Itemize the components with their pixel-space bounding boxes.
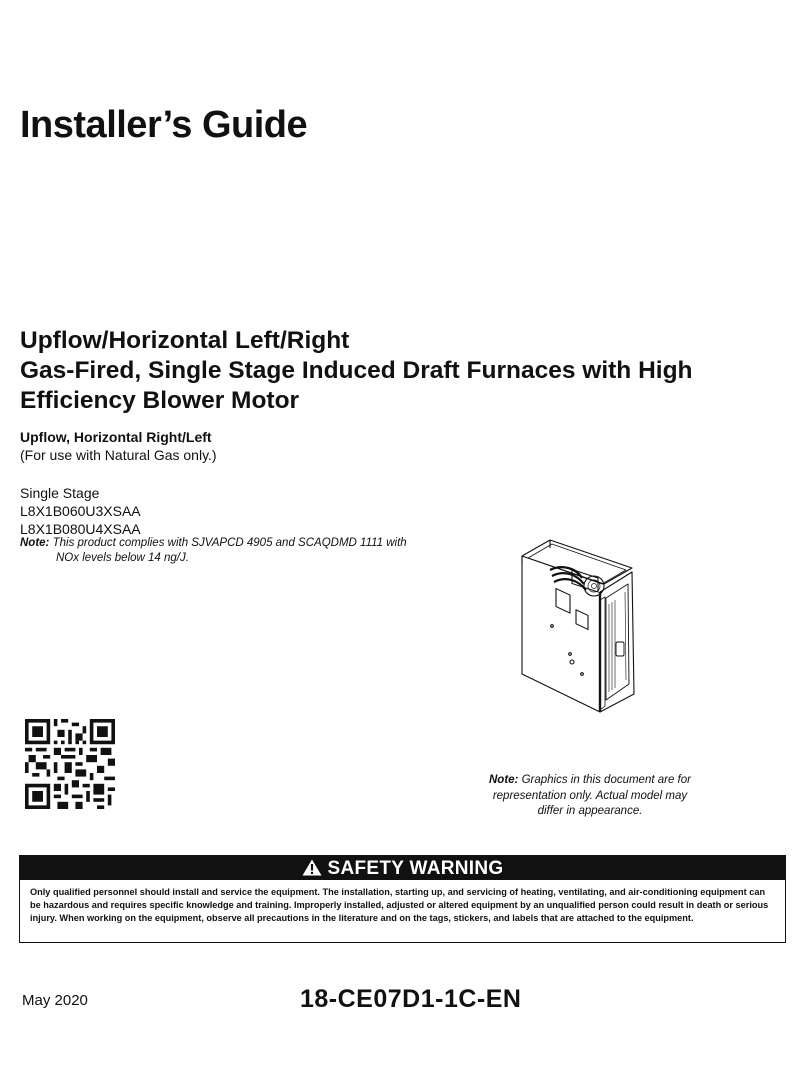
model-number: L8X1B060U3XSAA	[20, 503, 141, 519]
gas-note: (For use with Natural Gas only.)	[20, 447, 217, 463]
publication-date: May 2020	[22, 992, 88, 1009]
subtitle-line: Gas-Fired, Single Stage Induced Draft Furnaces with High	[20, 357, 693, 384]
note-text: Graphics in this document are for	[521, 774, 691, 786]
subtitle-line: Efficiency Blower Motor	[20, 387, 300, 414]
model-list	[20, 484, 141, 538]
note-text: This product complies with SJVAPCD 4905 and SCAQDMD 1111 with	[52, 537, 407, 549]
document-number: 18-CE07D1-1C-EN	[300, 985, 522, 1013]
graphics-note	[470, 773, 710, 820]
qr-code	[25, 719, 115, 809]
application-block	[20, 428, 217, 464]
compliance-note	[20, 536, 407, 566]
note-text: representation only. Actual model may	[492, 789, 688, 802]
note-label: Note:	[20, 537, 50, 549]
product-subtitle	[20, 326, 693, 416]
note-text: NOx levels below 14 ng/J.	[56, 552, 189, 564]
application-heading: Upflow, Horizontal Right/Left	[20, 429, 212, 445]
page-title: Installer’s Guide	[20, 104, 308, 146]
furnace-illustration	[512, 534, 657, 716]
note-label: Note:	[489, 774, 519, 786]
note-text: differ in appearance.	[537, 805, 643, 817]
subtitle-line: Upflow/Horizontal Left/Right	[20, 327, 350, 354]
safety-warning-header	[20, 856, 785, 880]
warning-triangle-icon	[302, 859, 322, 876]
safety-warning-box	[19, 855, 786, 943]
stage-label: Single Stage	[20, 485, 100, 501]
safety-warning-text: Only qualified personnel should install and service the equipment. The installation, starting up, and servicing of heating, ventilating, and air-conditioning equipment can be hazardous and requires specific knowledge and training. Improperly installed, adjusted or altered equipment by an unqualified person could result in death or serious injury. When working on the equipment, observe all precautions in the literature and on the tags, stickers, and labels that are attached to the equipment.	[30, 887, 769, 923]
model-number: L8X1B080U4XSAA	[20, 521, 141, 537]
safety-warning-title: SAFETY WARNING	[327, 858, 504, 879]
